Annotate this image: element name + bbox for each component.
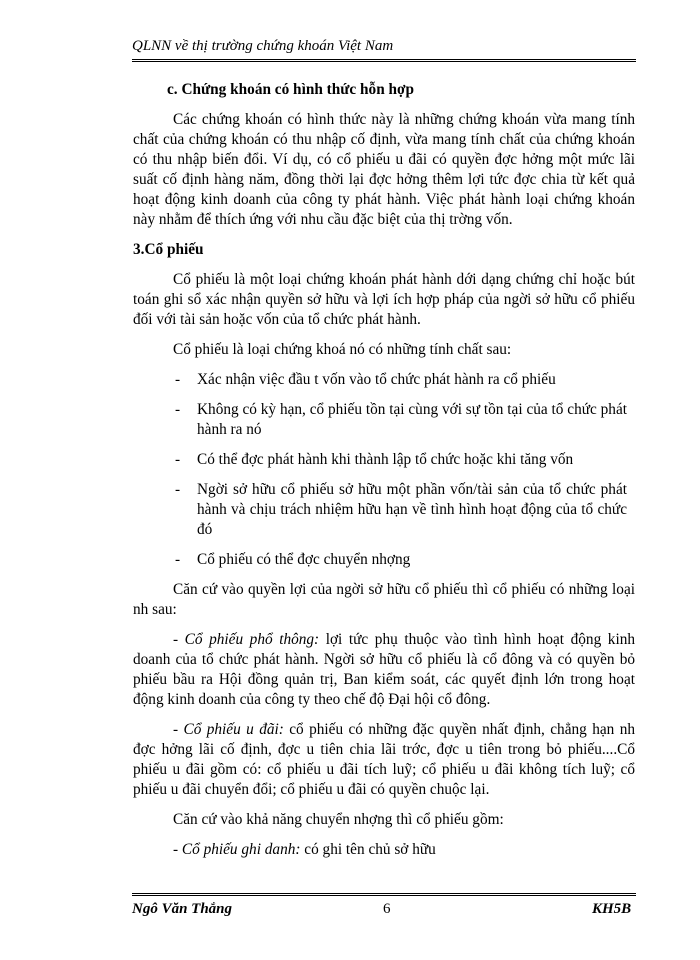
stock-types-intro: Căn cứ vào quyền lợi của ngời sở hữu cổ phiếu thì cổ phiếu có những loại nh sau: — [133, 581, 635, 618]
bullet-dash: - — [175, 551, 181, 568]
bullet-dash: - — [175, 451, 181, 468]
list-item-text: Không có kỳ hạn, cổ phiếu tồn tại cùng với sự tồn tại của tổ chức phát hành ra nó — [197, 401, 627, 438]
preferred-stock-term: - Cổ phiếu u đãi: — [173, 721, 284, 738]
common-stock-paragraph — [133, 630, 635, 710]
list-item — [133, 450, 635, 470]
page-content — [133, 80, 635, 870]
list-item-text: Có thể đợc phát hành khi thành lập tổ chức hoặc khi tăng vốn — [197, 451, 574, 468]
registered-stock-text: có ghi tên chủ sở hữu — [300, 841, 436, 858]
page-number: 6 — [383, 901, 391, 917]
running-header: QLNN về thị trường chứng khoán Việt Nam — [132, 38, 394, 54]
registered-stock-paragraph — [133, 840, 635, 860]
transferability-intro: Căn cứ vào khả năng chuyển nhợng thì cổ phiếu gồm: — [173, 811, 504, 828]
list-item — [133, 400, 635, 440]
stock-definition-paragraph: Cổ phiếu là một loại chứng khoán phát hành dới dạng chứng chỉ hoặc bút toán ghi sổ xác nhận quyền sở hữu và lợi ích hợp pháp của ngời sở hữu cổ phiếu đối với tài sản hoặc vốn của tổ chức phát hành. — [133, 271, 635, 328]
footer-class-code: KH5B — [592, 901, 632, 917]
list-item-text: Xác nhận việc đầu t vốn vào tổ chức phát hành ra cổ phiếu — [197, 371, 556, 388]
bullet-dash: - — [175, 371, 181, 388]
section-c-heading: c. Chứng khoán có hình thức hỗn hợp — [167, 81, 415, 98]
list-item-text: Ngời sở hữu cổ phiếu sở hữu một phần vốn/tài sản của tổ chức phát hành và chịu trách nhiệm hữu hạn về tình hình hoạt động của tổ chức đó — [197, 481, 627, 538]
section-c-paragraph: Các chứng khoán có hình thức này là những chứng khoán vừa mang tính chất của chứng khoán có thu nhập cố định, vừa mang tính chất của chứng khoán có thu nhập biến đổi. Ví dụ, có cổ phiếu u đãi có quyền đợc hởng một mức lãi suất cố định hàng năm, đồng thời lại đợc hởng thêm lợi tức đợc chia từ kết quả hoạt động kinh doanh của công ty phát hành. Việc phát hành loại chứng khoán này nhằm để thích ứng với nhu cầu đặc biệt của thị trờng vốn. — [133, 111, 635, 228]
list-item — [133, 480, 635, 540]
preferred-stock-text: cổ phiếu có những đặc quyền nhất định, chẳng hạn nh đợc hởng lãi cố định, đợc u tiên chia lãi trớc, đợc u tiên trong bỏ phiếu....Cổ phiếu u đãi gồm có: cổ phiếu u đãi tích luỹ; cổ phiếu u đãi không tích luỹ; cổ phiếu u đãi chuyển đổi; cổ phiếu u đãi có quyền chuộc lại. — [133, 721, 635, 798]
footer-rule — [132, 893, 636, 896]
list-item — [133, 370, 635, 390]
common-stock-text: lợi tức phụ thuộc vào tình hình hoạt động kinh doanh của tổ chức phát hành. Ngời sở hữu cổ phiếu là cổ đông và có quyền bỏ phiếu bầu ra Hội đồng quản trị, Ban kiểm soát, các quyết định lớn trong hoạt động kinh doanh của công ty theo chế độ Đại hội cổ đông. — [133, 631, 635, 708]
list-item-text: Cổ phiếu có thể đợc chuyển nhợng — [197, 551, 411, 568]
registered-stock-term: - Cổ phiếu ghi danh: — [173, 841, 301, 858]
stock-properties-intro: Cổ phiếu là loại chứng khoá nó có những tính chất sau: — [173, 341, 512, 358]
section-3-heading: 3.Cổ phiếu — [133, 241, 204, 258]
header-rule — [132, 59, 636, 62]
footer-author: Ngô Văn Thắng — [132, 901, 233, 917]
bullet-dash: - — [175, 481, 181, 498]
list-item — [133, 550, 635, 570]
bullet-dash: - — [175, 401, 181, 418]
preferred-stock-paragraph — [133, 720, 635, 800]
common-stock-term: - Cổ phiếu phổ thông: — [173, 631, 320, 648]
